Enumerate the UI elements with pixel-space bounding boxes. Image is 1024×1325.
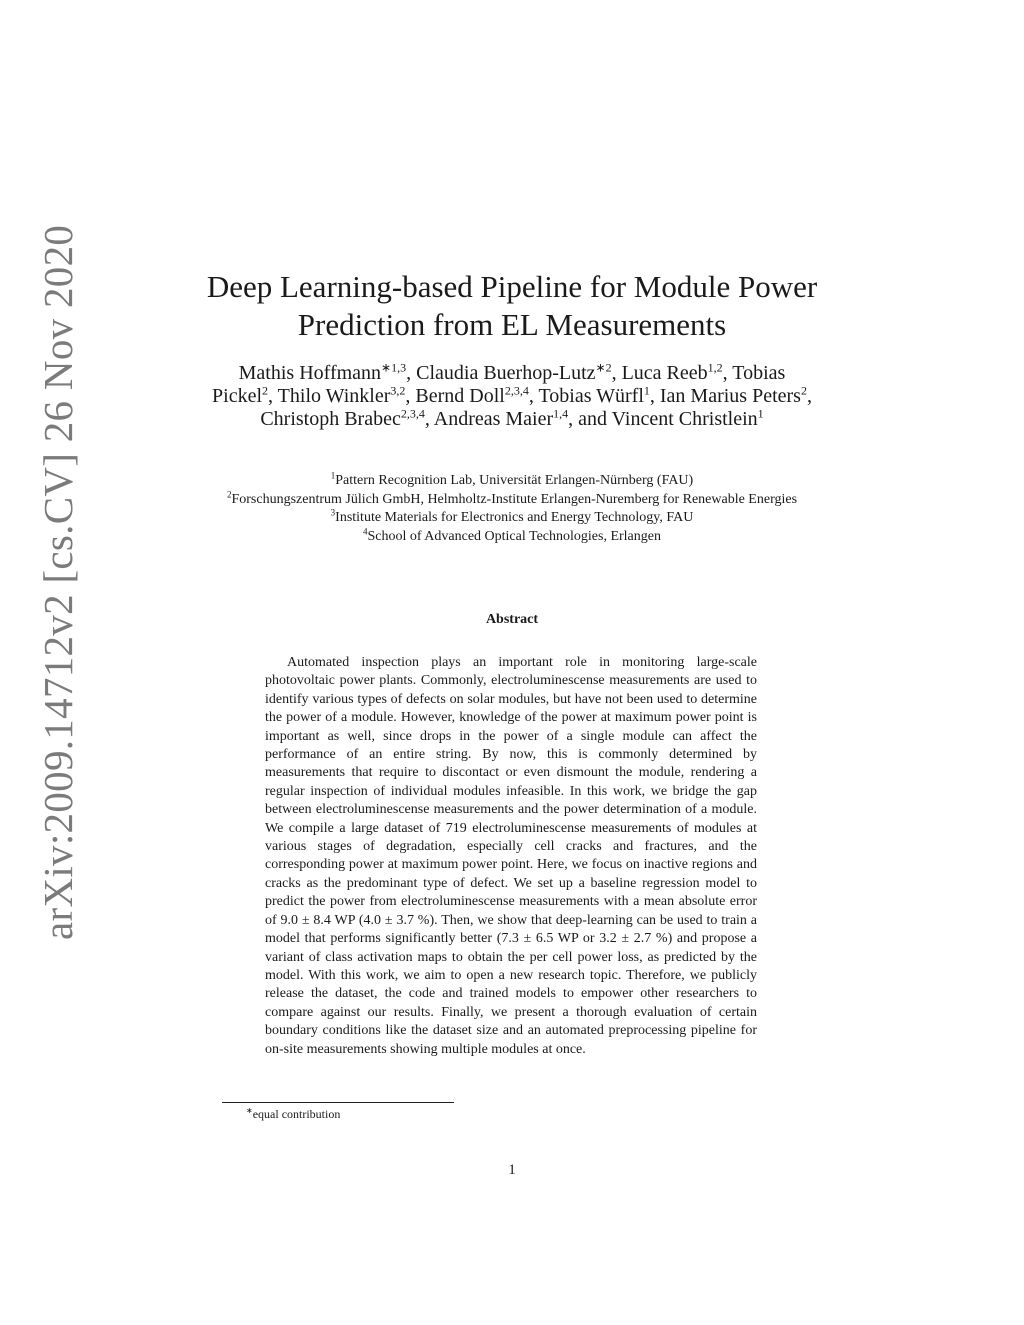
footnote-divider xyxy=(222,1102,454,1103)
author-list: Mathis Hoffmann$^{∗1,3}$, Claudia Buerhop-Lutz$^{∗2}$, Luca Reeb$^{1,2}$, Tobias Pickel$^2$, Thilo Winkler$^{3,2}$, Bernd Doll$^{2,3,4}$, Tobias Würfl$^1$, Ian Marius Peters$^2$, Christoph Brabec$^{2,3,4}$, Andreas Maier$^{1,4}$, and Vincent Christlein$^1$ xyxy=(212,360,812,430)
author: Mathis Hoffmann$^{∗1,3}$ xyxy=(238,360,407,384)
affiliation: $^1$Pattern Recognition Lab, Universität Erlangen-Nürnberg (FAU) xyxy=(330,470,694,488)
author: Andreas Maier$^{1,4}$ xyxy=(433,406,569,430)
author: Bernd Doll$^{2,3,4}$ xyxy=(415,383,529,407)
author: Luca Reeb$^{1,2}$ xyxy=(621,360,723,384)
author: Christoph Brabec$^{2,3,4}$ xyxy=(260,406,425,430)
arxiv-identifier: arXiv:2009.14712v2 [cs.CV] 26 Nov 2020 xyxy=(35,224,81,940)
affiliation-list xyxy=(218,472,806,546)
paper-title: Deep Learning-based Pipeline for Module Power Prediction from EL Measurements xyxy=(206,269,818,342)
abstract-heading: Abstract xyxy=(485,612,539,627)
footnote: ∗equal contribution xyxy=(246,1106,341,1121)
affiliation: $^4$School of Advanced Optical Technologies, Erlangen xyxy=(363,525,661,544)
author: Thilo Winkler$^{3,2}$ xyxy=(277,383,406,407)
author: Ian Marius Peters$^2$ xyxy=(659,383,807,407)
author: Tobias Würfl$^1$ xyxy=(538,383,650,407)
affiliation: $^3$Institute Materials for Electronics and Energy Technology, FAU xyxy=(330,507,694,525)
page-number: 1 xyxy=(508,1162,516,1178)
abstract-text: Automated inspection plays an important role in monitoring large-scale photovoltaic power plants. Commonly, electroluminescense measurements are used to identify various types of defects on solar modules, but have not been used to determine the power of a module. However, knowledge of the power at maximum power point is important as well, since drops in the power of a single module can affect the performance of an entire string. By now, this is commonly determined by measurements that require to discontact or even dismount the module, rendering a regular inspection of individual modules infeasible. In this work, we bridge the gap between electroluminescense measurements and the power determination of a module. We compile a large dataset of 719 electroluminescense measurements of modules at various stages of degradation, especially cell cracks and fractures, and the corresponding power at maximum power point. Here, we focus on inactive regions and cracks as the predominant type of defect. We set up a baseline regression model to predict the power from electroluminescense measurements with a mean absolute error of 9.0 ± 8.4 WP (4.0 ± 3.7 %). Then, we show that deep-learning can be used to train a model that performs significantly better (7.3 ± 6.5 WP or 3.2 ± 2.7 %) and propose a variant of class activation maps to obtain the per cell power loss, as predicted by the model. With this work, we aim to open a new research topic. Therefore, we publicly release the dataset, the code and trained models to empower other researchers to compare against our results. Finally, we present a thorough evaluation of certain boundary conditions like the dataset size and an automated preprocessing pipeline for on-site measurements showing multiple modules at once. xyxy=(265,655,757,1057)
author: Vincent Christlein$^1$ xyxy=(611,406,764,430)
author: Claudia Buerhop-Lutz$^{∗2}$ xyxy=(416,360,612,384)
affiliation: $^2$Forschungszentrum Jülich GmbH, Helmholtz-Institute Erlangen-Nuremberg for Renewable Energies xyxy=(226,488,798,507)
author: Tobias Pickel$^2$ xyxy=(212,362,786,407)
